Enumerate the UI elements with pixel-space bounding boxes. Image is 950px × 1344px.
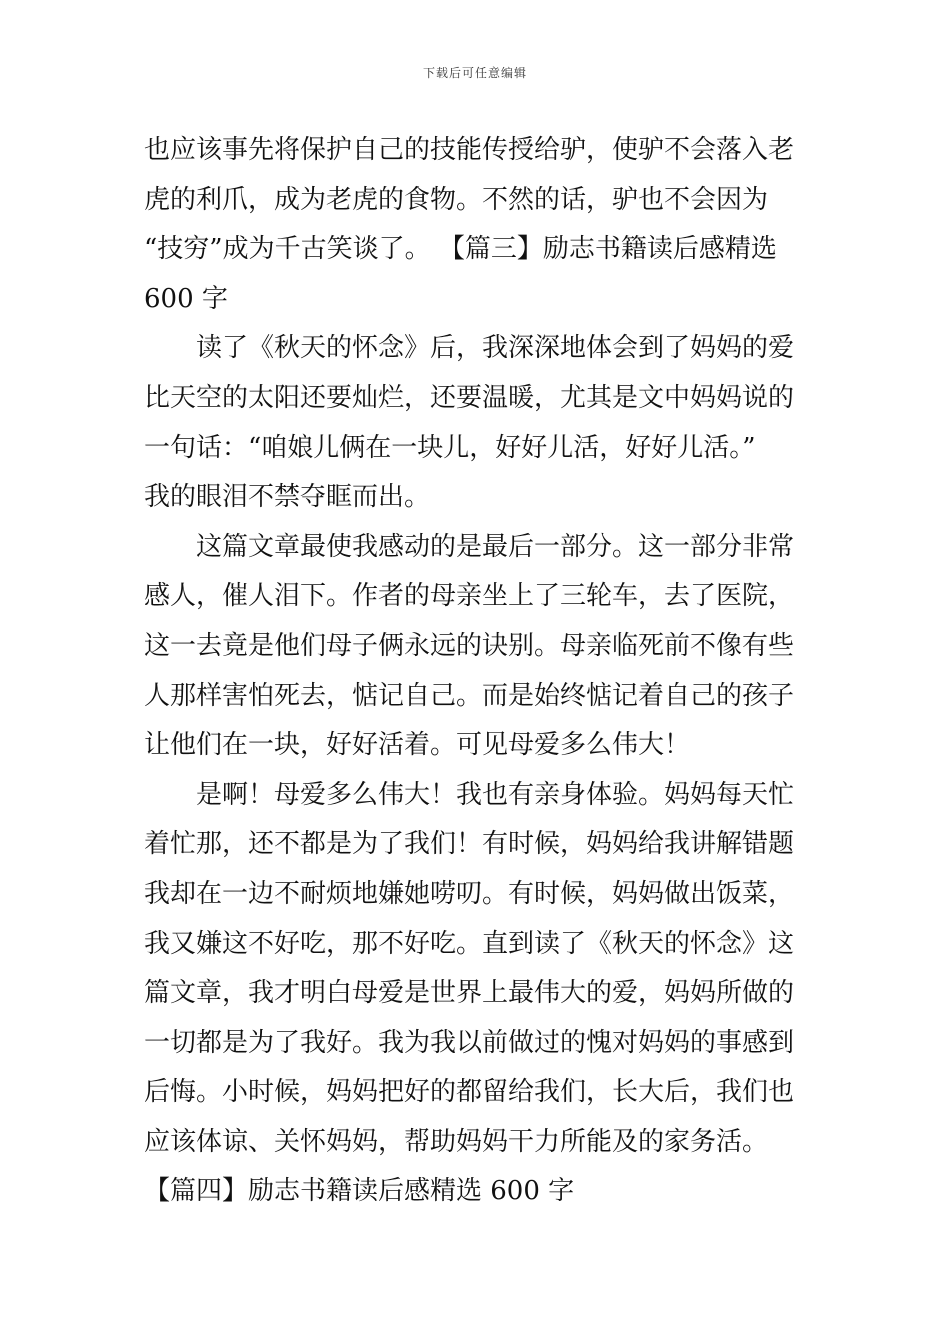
text-line: 让他们在一块，好好活着。可见母爱多么伟大！ bbox=[144, 730, 691, 761]
text-line: 着忙那，还不都是为了我们！有时候，妈妈给我讲解错题 bbox=[144, 829, 795, 860]
text-line: 600 字 bbox=[144, 283, 228, 314]
section-heading-line: 【篇四】励志书籍读后感精选 600 字 bbox=[144, 1176, 575, 1207]
paragraph-start-line: 这篇文章最使我感动的是最后一部分。这一部分非常 bbox=[196, 531, 795, 562]
document-body bbox=[144, 126, 808, 1217]
text-line: 篇文章，我才明白母爱是世界上最伟大的爱，妈妈所做的 bbox=[144, 978, 795, 1009]
text-line: 比天空的太阳还要灿烂，还要温暖，尤其是文中妈妈说的 bbox=[144, 382, 795, 413]
text-line: 我却在一边不耐烦地嫌她唠叨。有时候，妈妈做出饭菜， bbox=[144, 878, 795, 909]
text-line: “技穷”成为千古笑谈了。 【篇三】励志书籍读后感精选 bbox=[144, 234, 777, 265]
text-line: 虎的利爪，成为老虎的食物。不然的话，驴也不会因为 bbox=[144, 184, 769, 215]
text-line: 这一去竟是他们母子俩永远的诀别。母亲临死前不像有些 bbox=[144, 630, 795, 661]
text-line: 人那样害怕死去，惦记自己。而是始终惦记着自己的孩子 bbox=[144, 680, 795, 711]
text-line: 一句话：“咱娘儿俩在一块儿，好好儿活，好好儿活。” bbox=[144, 432, 756, 463]
text-line: 一切都是为了我好。我为我以前做过的愧对妈妈的事感到 bbox=[144, 1027, 795, 1058]
text-line: 我的眼泪不禁夺眶而出。 bbox=[144, 482, 431, 513]
text-line: 感人，催人泪下。作者的母亲坐上了三轮车，去了医院， bbox=[144, 581, 795, 612]
paragraph-start-line: 是啊！母爱多么伟大！我也有亲身体验。妈妈每天忙 bbox=[196, 779, 795, 810]
text-line: 我又嫌这不好吃，那不好吃。直到读了《秋天的怀念》这 bbox=[144, 928, 795, 959]
page-header: 下载后可任意编辑 bbox=[422, 66, 527, 80]
text-line: 应该体谅、关怀妈妈，帮助妈妈干力所能及的家务活。 bbox=[144, 1126, 769, 1157]
text-line: 也应该事先将保护自己的技能传授给驴，使驴不会落入老 bbox=[144, 135, 795, 165]
paragraph-start-line: 读了《秋天的怀念》后，我深深地体会到了妈妈的爱 bbox=[196, 333, 795, 364]
text-line: 后悔。小时候，妈妈把好的都留给我们，长大后，我们也 bbox=[144, 1077, 795, 1108]
